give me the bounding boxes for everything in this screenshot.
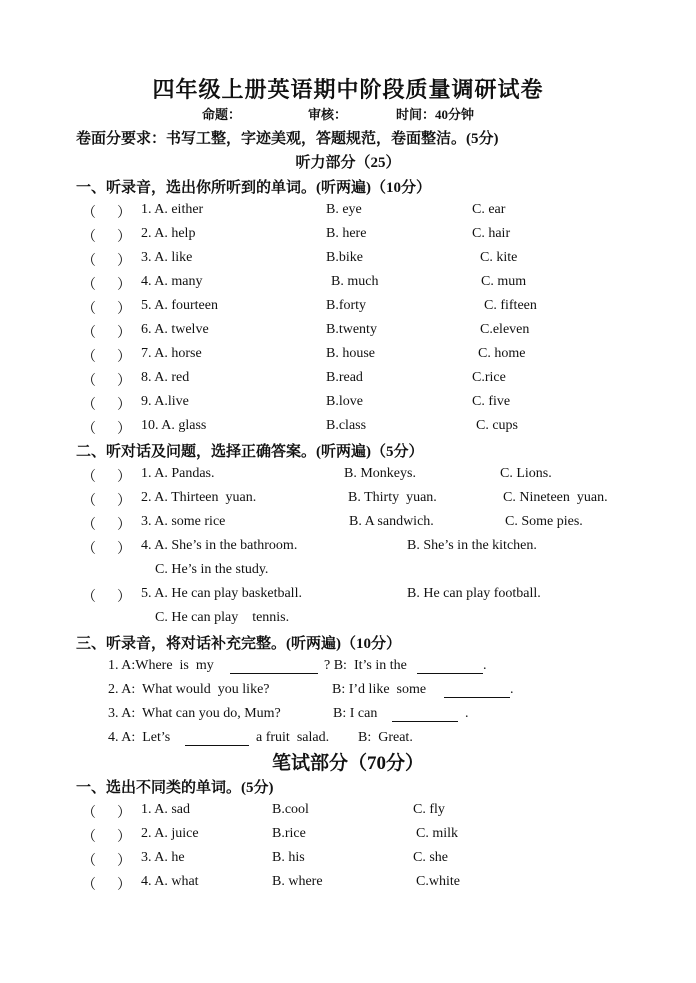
question-option-a: 3. A. like (141, 250, 193, 265)
question-option-a: 7. A. horse (141, 346, 202, 361)
answer-blank[interactable]: （ ） (82, 854, 131, 869)
answer-blank[interactable]: （ ） (82, 830, 131, 845)
option-c: C. kite (480, 250, 518, 265)
option-c: C. He can play tennis. (155, 610, 290, 625)
option-c: C. cups (476, 418, 518, 433)
writing-requirement: 卷面分要求：书写工整，字迹美观，答题规范，卷面整洁。(5分) (76, 131, 499, 147)
option-c: C.white (416, 874, 460, 889)
question-option-a: 10. A. glass (141, 418, 207, 433)
section4-title: 一、选出不同类的单词。(5分) (76, 780, 274, 796)
question-option-a: 5. A. He can play basketball. (141, 586, 302, 601)
answer-blank[interactable]: （ ） (82, 374, 131, 389)
option-b: B. where (272, 874, 323, 889)
option-b: B. She’s in the kitchen. (407, 538, 537, 553)
option-c: C. five (472, 394, 511, 409)
listening-section-title: 听力部分（25） (295, 155, 401, 171)
option-c: C. milk (416, 826, 459, 841)
answer-blank[interactable]: （ ） (82, 302, 131, 317)
answer-blank[interactable]: （ ） (82, 230, 131, 245)
dialog-line-end: . (510, 682, 514, 697)
option-b: B. Thirty yuan. (348, 490, 437, 505)
option-c: C. she (413, 850, 448, 865)
section1-title: 一、听录音，选出你所听到的单词。(听两遍)（10分） (76, 180, 431, 196)
answer-blank[interactable]: （ ） (82, 590, 131, 605)
option-b: B.bike (326, 250, 363, 265)
fill-blank[interactable] (417, 661, 483, 674)
reviewer-label: 审核： (308, 107, 348, 122)
question-option-a: 2. A. help (141, 226, 196, 241)
question-option-a: 1. A. either (141, 202, 204, 217)
option-b: B. A sandwich. (349, 514, 434, 529)
option-c: C.eleven (480, 322, 530, 337)
answer-blank[interactable]: （ ） (82, 422, 131, 437)
answer-blank[interactable]: （ ） (82, 350, 131, 365)
option-b: B.class (326, 418, 367, 433)
option-c: C.rice (472, 370, 506, 385)
option-c: C. fly (413, 802, 445, 817)
option-b: B.forty (326, 298, 367, 313)
dialog-line: 4. A: Let’s (108, 730, 171, 745)
dialog-line-end: B: Great. (358, 730, 413, 745)
question-option-a: 2. A. juice (141, 826, 199, 841)
option-c: C. fifteen (484, 298, 537, 313)
option-b: B.cool (272, 802, 309, 817)
dialog-line-mid: B: I’d like some (332, 682, 427, 697)
option-c: C. ear (472, 202, 506, 217)
option-c: C. He’s in the study. (155, 562, 269, 577)
option-b: B.twenty (326, 322, 377, 337)
option-c: C. home (478, 346, 526, 361)
answer-blank[interactable]: （ ） (82, 470, 131, 485)
option-b: B. Monkeys. (344, 466, 416, 481)
option-b: B.read (326, 370, 363, 385)
option-b: B. here (326, 226, 367, 241)
question-option-a: 9. A.live (141, 394, 189, 409)
option-b: B. house (326, 346, 375, 361)
question-option-a: 1. A. sad (141, 802, 190, 817)
option-b: B. He can play football. (407, 586, 541, 601)
question-option-a: 1. A. Pandas. (141, 466, 215, 481)
time-label: 时间：40分钟 (396, 107, 475, 122)
answer-blank[interactable]: （ ） (82, 518, 131, 533)
dialog-line-mid: a fruit salad. (256, 730, 330, 745)
dialog-line-mid: ? B: It’s in the (324, 658, 407, 673)
question-option-a: 5. A. fourteen (141, 298, 218, 313)
answer-blank[interactable]: （ ） (82, 806, 131, 821)
question-option-a: 3. A. he (141, 850, 185, 865)
question-option-a: 8. A. red (141, 370, 190, 385)
option-c: C. Nineteen yuan. (503, 490, 608, 505)
answer-blank[interactable]: （ ） (82, 878, 131, 893)
question-option-a: 4. A. many (141, 274, 203, 289)
option-b: B. eye (326, 202, 362, 217)
question-option-a: 4. A. what (141, 874, 199, 889)
option-c: C. mum (481, 274, 527, 289)
option-c: C. Some pies. (505, 514, 583, 529)
dialog-line-mid: B: I can (333, 706, 378, 721)
written-section-title: 笔试部分（70分） (271, 753, 424, 774)
option-b: B.rice (272, 826, 306, 841)
fill-blank[interactable] (230, 661, 318, 674)
section3-title: 三、听录音，将对话补充完整。(听两遍)（10分） (76, 636, 401, 652)
option-c: C. Lions. (500, 466, 552, 481)
answer-blank[interactable]: （ ） (82, 326, 131, 341)
answer-blank[interactable]: （ ） (82, 398, 131, 413)
answer-blank[interactable]: （ ） (82, 494, 131, 509)
answer-blank[interactable]: （ ） (82, 206, 131, 221)
dialog-line: 3. A: What can you do, Mum? (108, 706, 281, 721)
dialog-line: 2. A: What would you like? (108, 682, 270, 697)
fill-blank[interactable] (185, 733, 249, 746)
question-option-a: 4. A. She’s in the bathroom. (141, 538, 298, 553)
question-option-a: 3. A. some rice (141, 514, 226, 529)
dialog-line: 1. A:Where is my (108, 658, 214, 673)
question-option-a: 2. A. Thirteen yuan. (141, 490, 257, 505)
answer-blank[interactable]: （ ） (82, 254, 131, 269)
section2-title: 二、听对话及问题，选择正确答案。(听两遍)（5分） (76, 444, 424, 460)
exam-title: 四年级上册英语期中阶段质量调研试卷 (152, 77, 544, 102)
fill-blank[interactable] (444, 685, 510, 698)
dialog-line-end: . (465, 706, 469, 721)
answer-blank[interactable]: （ ） (82, 542, 131, 557)
question-option-a: 6. A. twelve (141, 322, 209, 337)
option-c: C. hair (472, 226, 511, 241)
option-b: B.love (326, 394, 363, 409)
dialog-line-end: . (483, 658, 487, 673)
answer-blank[interactable]: （ ） (82, 278, 131, 293)
option-b: B. much (331, 274, 379, 289)
author-label: 命题： (202, 107, 242, 122)
fill-blank[interactable] (392, 709, 458, 722)
option-b: B. his (272, 850, 305, 865)
